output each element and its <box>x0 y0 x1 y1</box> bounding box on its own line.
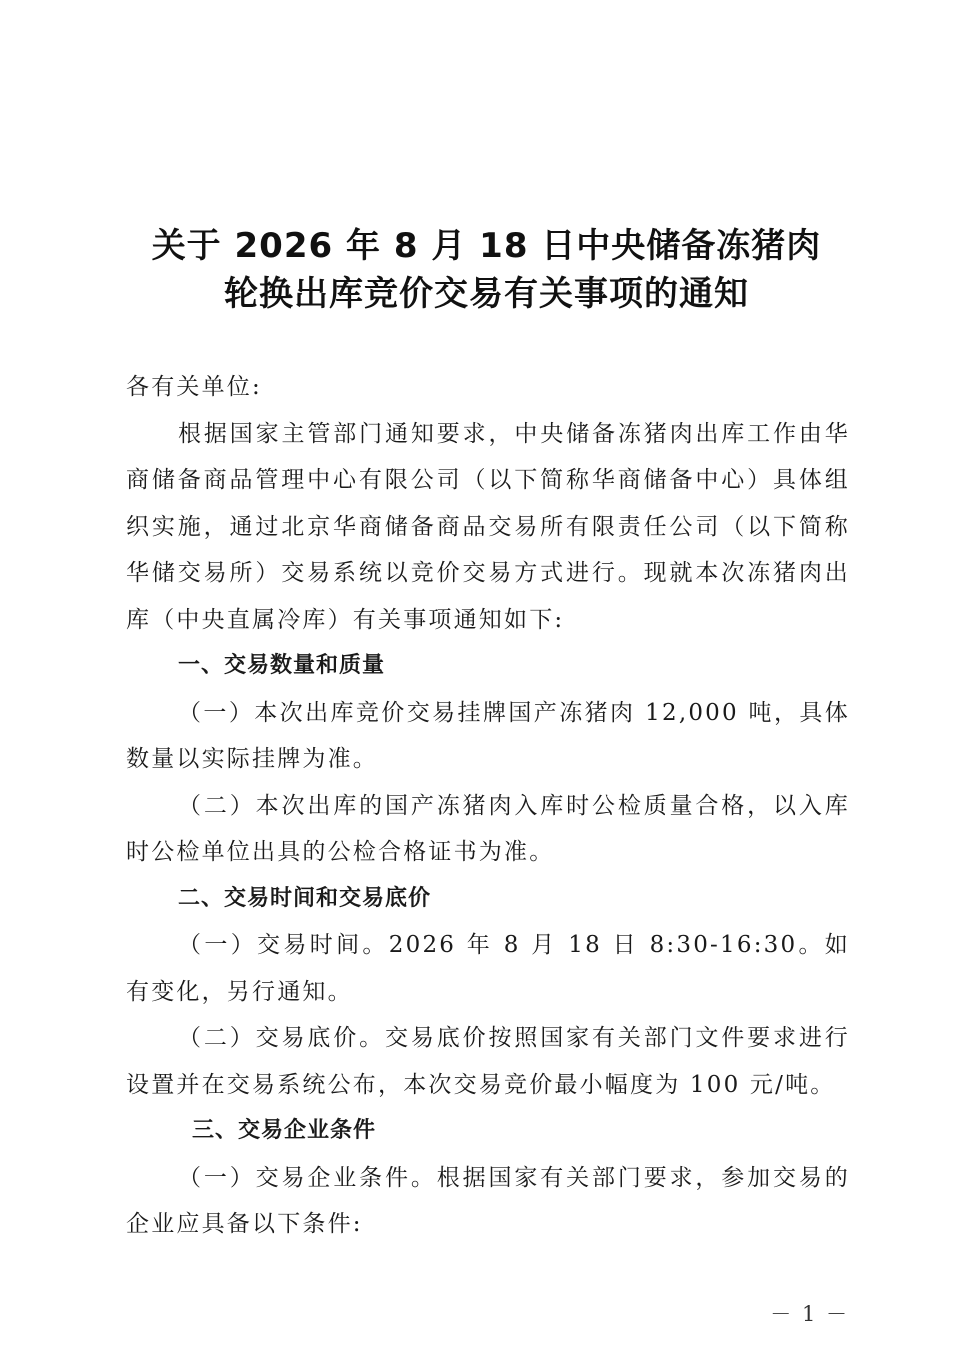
title-line-1: 关于 2026 年 8 月 18 日中央储备冻猪肉 <box>151 226 822 266</box>
section-heading-2: 二、交易时间和交易底价 <box>178 885 432 911</box>
section-heading-3: 三、交易企业条件 <box>192 1118 377 1143</box>
section1-paragraph-2: （二）本次出库的国产冻猪肉入库时公检质量合格，以入库时公检单位出具的公检合格证书为准。 <box>126 792 850 865</box>
document-title <box>0 222 973 318</box>
document-body <box>126 364 850 1248</box>
salutation: 各有关单位: <box>126 374 262 400</box>
section-heading-1: 一、交易数量和质量 <box>178 653 386 678</box>
intro-paragraph: 根据国家主管部门通知要求，中央储备冻猪肉出库工作由华商储备商品管理中心有限公司（以下简称华商储备中心）具体组织实施，通过北京华商储备商品交易所有限责任公司（以下简称华储交易所）交易系统以竞价交易方式进行。现就本次冻猪肉出库（中央直属冷库）有关事项通知如下: <box>126 420 850 633</box>
section3-paragraph-1: （一）交易企业条件。根据国家有关部门要求，参加交易的企业应具备以下条件: <box>126 1164 850 1237</box>
section2-paragraph-2: （二）交易底价。交易底价按照国家有关部门文件要求进行设置并在交易系统公布，本次交易竞价最小幅度为 100 元/吨。 <box>126 1025 850 1098</box>
page-number: － 1 － <box>770 1302 849 1326</box>
section1-paragraph-1: （一）本次出库竞价交易挂牌国产冻猪肉 12,000 吨，具体数量以实际挂牌为准。 <box>126 699 850 772</box>
section2-paragraph-1: （一）交易时间。2026 年 8 月 18 日 8:30-16:30。如有变化，另行通知。 <box>126 932 850 1005</box>
title-line-2: 轮换出库竞价交易有关事项的通知 <box>224 274 749 314</box>
